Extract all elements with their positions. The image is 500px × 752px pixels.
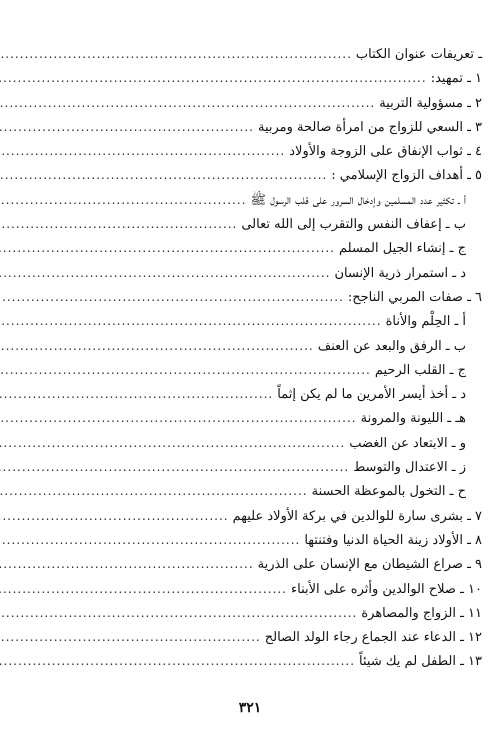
toc-entry-title: د ـ استمرار ذرية الإنسان	[334, 265, 466, 281]
toc-entry-title: ب ـ إعفاف النفس والتقرب إلى الله تعالى	[241, 217, 466, 233]
toc-leader-dots	[0, 309, 382, 333]
toc-entry	[38, 577, 482, 601]
toc-entry-title: ١٣ ـ الطفل لم يك شيئاً	[359, 654, 482, 670]
toc-entry	[38, 649, 482, 673]
toc-entry	[38, 188, 482, 212]
toc-entry	[38, 334, 482, 358]
toc-leader-dots	[0, 504, 229, 528]
toc-leader-dots	[0, 382, 273, 406]
toc-entry	[38, 406, 482, 430]
toc-entry	[38, 115, 482, 139]
toc-entry	[38, 528, 482, 552]
toc-entry	[38, 309, 482, 333]
toc-entry-title: ٢ ـ مسؤولية التربية	[379, 95, 482, 111]
toc-leader-dots	[0, 455, 349, 479]
toc-leader-dots	[0, 139, 285, 163]
toc-entry-title: ٥ ـ أهداف الزواج الإسلامي :	[331, 168, 482, 184]
toc-entry	[38, 455, 482, 479]
toc-leader-dots	[0, 528, 300, 552]
toc-entry	[38, 163, 482, 187]
page-number: ٣٢١	[238, 700, 262, 716]
toc-leader-dots	[0, 42, 352, 66]
toc-entry-title: ج ـ القلب الرحيم	[374, 362, 466, 378]
toc-entry	[38, 212, 482, 236]
toc-leader-dots	[0, 212, 237, 236]
toc-entry	[38, 601, 482, 625]
toc-entry	[38, 285, 482, 309]
toc-entry-title: ١ ـ تمهيد:	[430, 71, 482, 87]
toc-leader-dots	[0, 188, 246, 212]
toc-leader-dots	[0, 91, 375, 115]
toc-leader-dots	[0, 625, 261, 649]
toc-entry	[38, 625, 482, 649]
toc-entry-title: ٨ ـ الأولاد زينة الحياة الدنيا وفتنتها	[304, 532, 482, 548]
toc-leader-dots	[0, 285, 344, 309]
toc-entry-title: ١٢ ـ الدعاء عند الجماع رجاء الولد الصالح	[264, 630, 482, 646]
toc-leader-dots	[0, 115, 254, 139]
toc-entry-title: ٩ ـ صراع الشيطان مع الإنسان على الذرية	[257, 557, 482, 573]
toc-entry	[38, 139, 482, 163]
toc-leader-dots	[0, 334, 314, 358]
toc-entry-title: ٣ ـ السعي للزواج من امرأة صالحة ومربية	[258, 119, 482, 135]
toc-entry-title: ٦ ـ صفات المربي الناجح:	[347, 289, 482, 305]
toc-leader-dots	[0, 261, 330, 285]
toc-entry-title: ٤ ـ ثواب الإنفاق على الزوجة والأولاد	[289, 144, 482, 160]
toc-leader-dots	[0, 358, 371, 382]
toc-entry	[38, 236, 482, 260]
toc-entry	[38, 431, 482, 455]
toc-leader-dots	[0, 66, 427, 90]
toc-entry	[38, 261, 482, 285]
toc-entry	[38, 552, 482, 576]
toc-entry	[38, 358, 482, 382]
toc-entry-title: ج ـ إنشاء الجيل المسلم	[338, 241, 466, 257]
toc-leader-dots	[0, 577, 287, 601]
toc-leader-dots	[0, 601, 357, 625]
toc-leader-dots	[0, 552, 254, 576]
toc-entry-title: هـ ـ الليونة والمرونة	[360, 411, 466, 427]
toc-entry-title: ١١ ـ الزواج والمصاهرة	[361, 605, 482, 621]
toc-entry-title: أ ـ الحِلْم والأناة	[385, 314, 466, 330]
toc-entry-title: ب ـ الرفق والبعد عن العنف	[317, 338, 466, 354]
toc-leader-dots	[0, 163, 327, 187]
toc-entry	[38, 66, 482, 90]
toc-entry	[38, 382, 482, 406]
table-of-contents	[38, 42, 482, 674]
toc-entry	[38, 42, 482, 66]
toc-entry-title: ١٠ ـ صلاح الوالدين وأثره على الأبناء	[291, 581, 482, 597]
toc-entry	[38, 504, 482, 528]
toc-entry-title: ح ـ التخول بالموعظة الحسنة	[311, 484, 466, 500]
toc-entry-title: د ـ أخذ أيسر الأمرين ما لم يكن إثماً	[277, 387, 466, 403]
toc-entry-title: أ ـ تكثير عدد المسلمين وإدخال السرور على قلب الرسول ﷺ	[250, 192, 466, 208]
toc-leader-dots	[0, 236, 335, 260]
toc-entry-title: ز ـ الاعتدال والتوسط	[353, 460, 466, 476]
toc-entry	[38, 479, 482, 503]
toc-entry-title: و ـ الابتعاد عن الغضب	[349, 435, 466, 451]
toc-entry-title: ٧ ـ بشرى سارة للوالدين في بركة الأولاد عليهم	[232, 508, 482, 524]
toc-leader-dots	[0, 479, 308, 503]
toc-entry-title: ـ تعريفات عنوان الكتاب	[355, 47, 482, 62]
toc-leader-dots	[0, 431, 345, 455]
toc-leader-dots	[0, 649, 355, 673]
toc-leader-dots	[0, 406, 357, 430]
toc-entry	[38, 91, 482, 115]
